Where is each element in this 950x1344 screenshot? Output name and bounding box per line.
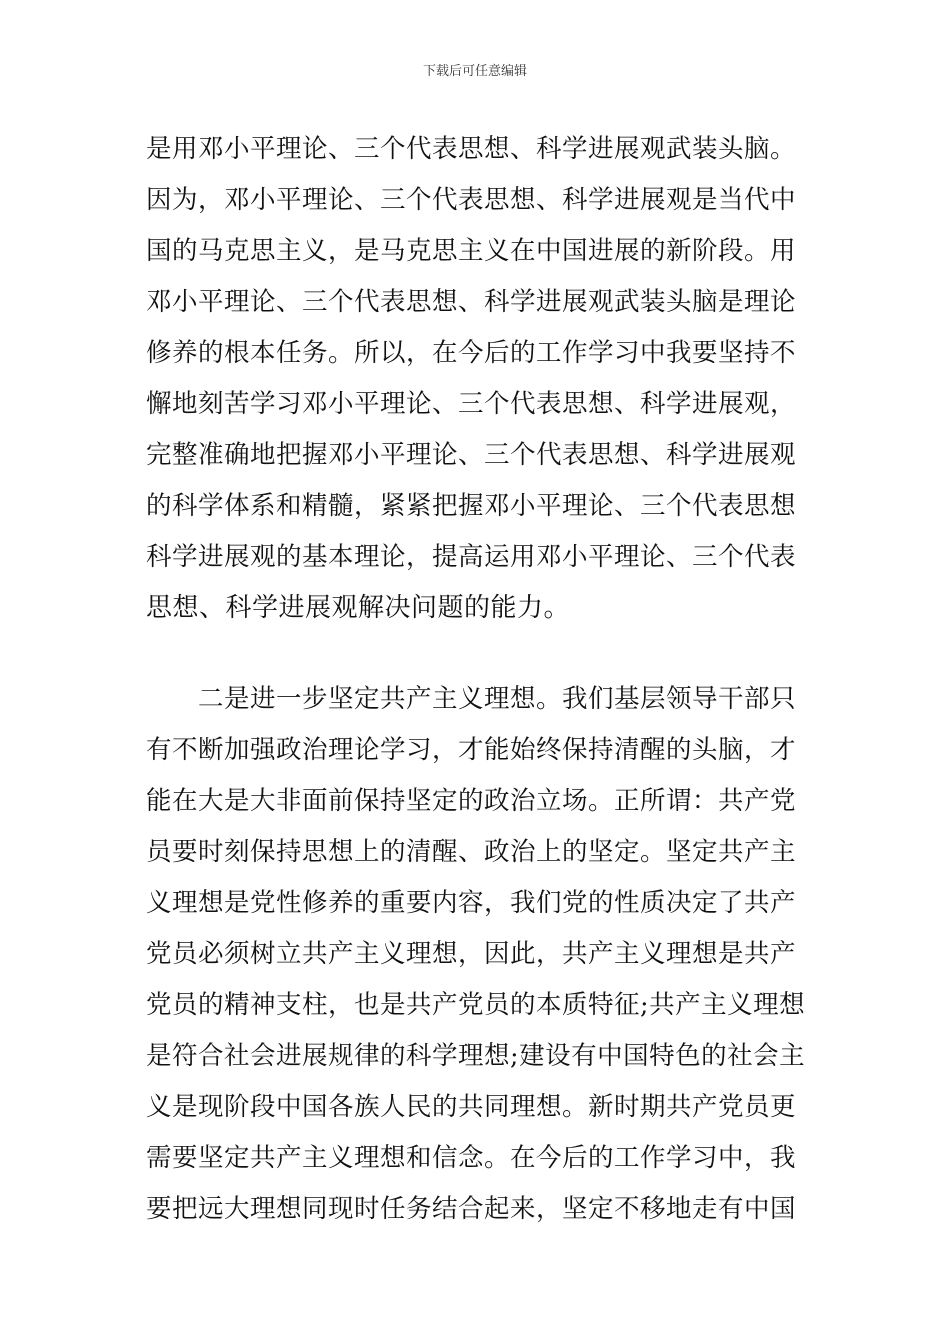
text-line: 能在大是大非面前保持坚定的政治立场。正所谓：共产党 <box>146 786 797 816</box>
text-line: 邓小平理论、三个代表思想、科学进展观武装头脑是理论 <box>146 287 797 317</box>
text-line: 思想、科学进展观解决问题的能力。 <box>146 593 571 623</box>
text-line: 国的马克思主义，是马克思主义在中国进展的新阶段。用 <box>146 236 797 266</box>
text-line: 完整准确地把握邓小平理论、三个代表思想、科学进展观 <box>146 440 797 470</box>
text-line: 要把远大理想同现时任务结合起来，坚定不移地走有中国 <box>146 1194 797 1224</box>
paragraph-2 <box>146 674 808 1235</box>
text-line: 需要坚定共产主义理想和信念。在今后的工作学习中，我 <box>146 1143 797 1173</box>
text-line: 科学进展观的基本理论，提高运用邓小平理论、三个代表 <box>146 542 797 572</box>
text-line: 党员必须树立共产主义理想，因此，共产主义理想是共产 <box>146 939 797 969</box>
text-line: 的科学体系和精髓，紧紧把握邓小平理论、三个代表思想 <box>146 491 797 521</box>
text-line: 二是进一步坚定共产主义理想。我们基层领导干部只 <box>146 684 797 714</box>
text-line: 是符合社会进展规律的科学理想;建设有中国特色的社会主 <box>146 1041 806 1071</box>
text-line: 懈地刻苦学习邓小平理论、三个代表思想、科学进展观， <box>146 389 797 419</box>
text-line: 因为，邓小平理论、三个代表思想、科学进展观是当代中 <box>146 185 797 215</box>
paragraph-1 <box>146 124 808 634</box>
text-line: 是用邓小平理论、三个代表思想、科学进展观武装头脑。 <box>146 134 797 164</box>
text-line: 有不断加强政治理论学习，才能始终保持清醒的头脑，才 <box>146 735 797 765</box>
text-line: 员要时刻保持思想上的清醒、政治上的坚定。坚定共产主 <box>146 837 797 867</box>
page-header-note: 下载后可任意编辑 <box>422 64 527 79</box>
text-line: 义是现阶段中国各族人民的共同理想。新时期共产党员更 <box>146 1092 797 1122</box>
text-line: 义理想是党性修养的重要内容，我们党的性质决定了共产 <box>146 888 797 918</box>
text-line: 修养的根本任务。所以，在今后的工作学习中我要坚持不 <box>146 338 797 368</box>
text-line: 党员的精神支柱，也是共产党员的本质特征;共产主义理想 <box>146 990 806 1020</box>
